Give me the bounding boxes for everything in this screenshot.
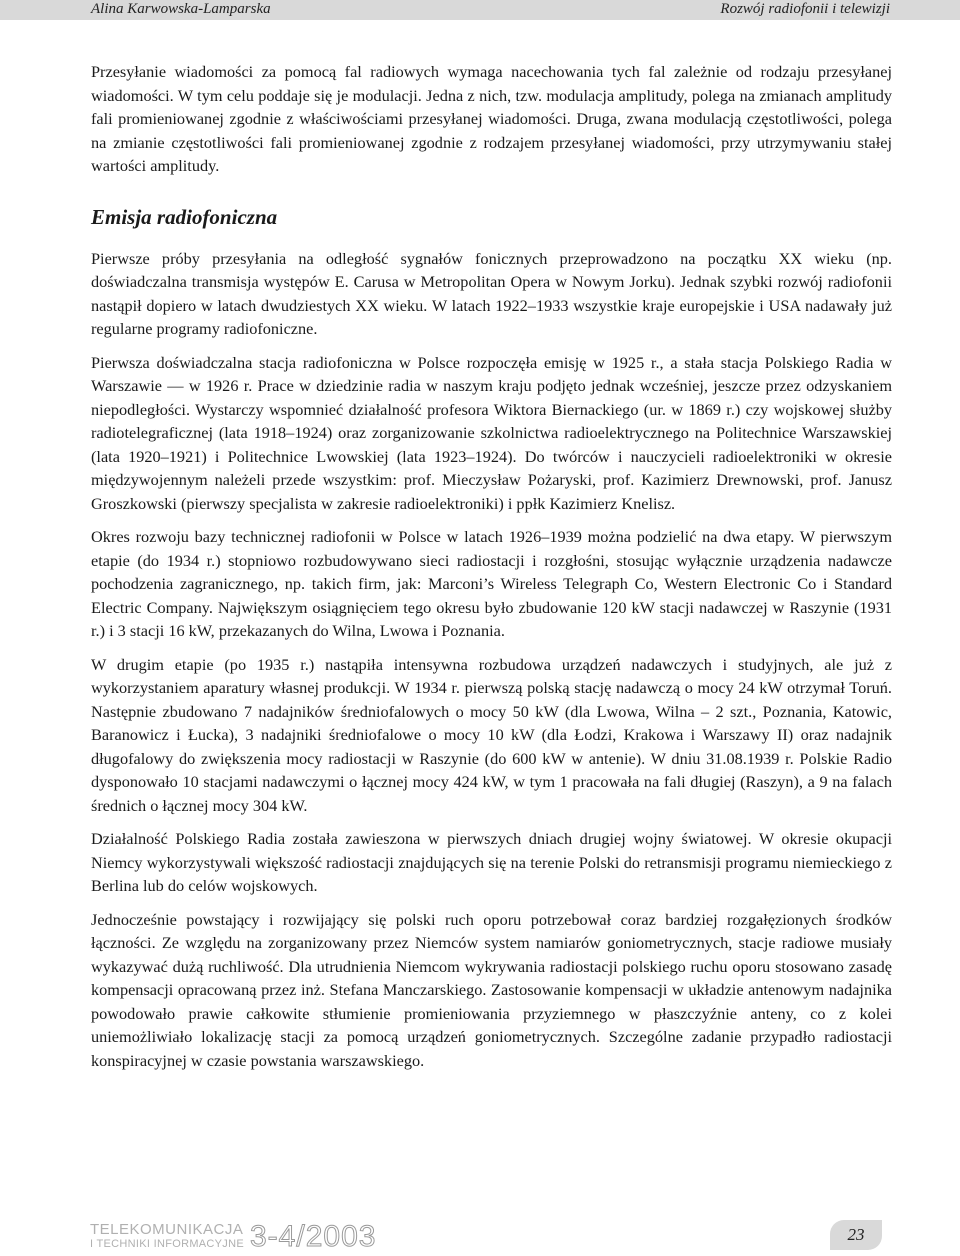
header-title: Rozwój radiofonii i telewizji: [720, 1, 890, 17]
paragraph-poland-first-station: Pierwsza doświadczalna stacja radiofoniczna w Polsce rozpoczęła emisję w 1925 r., a stała stacja Polskiego Radia w Warszawie — w 1926 r. Prace w dziedzinie radia w naszym kraju podjęto jednak wcześniej, jeszcze przez odzyskaniem niepodległości. Wystarczy wspomnieć działalność profesora Wiktora Biernackiego (ur. w 1869 r.) czy wojskowej służby radiotelegraficznej (lata 1918–1924) oraz zorganizowanie szkolnictwa radioelektrycznego na Politechnice Warszawskiej (lata 1920–1921) i Politechnice Lwowskiej (lata 1923–1924). Do twórców i nauczycieli radioelektroniki w okresie międzywojennym należeli przede wszystkim: prof. Mieczysław Pożaryski, prof. Kazimierz Drewnowski, prof. Janusz Groszkowski (pierwszy specjalista w zakresie radioelektroniki) i ppłk Kazimierz Knelisz.: [91, 352, 892, 513]
issue-number: 3-4/2003: [250, 1220, 377, 1253]
section-heading: Emisja radiofoniczna: [91, 204, 278, 229]
journal-logo: [90, 1222, 390, 1252]
paragraph-modulation: Przesyłanie wiadomości za pomocą fal radiowych wymaga nacechowania tych fal zależnie od rodzaju przesyłanej wiadomości. W tym celu poddaje się je modulacji. Jedna z nich, tzw. modulacja amplitudy, polega na zmianach amplitudy fali promieniowanej zgodnie z właściwościami przesyłanej wiadomości. Druga, zwana modulacją częstotliwości, polega na zmianie częstotliwości fali promieniowanej zgodnie z rodzajem przesyłanej wiadomości, przy utrzymywaniu stałej wartości amplitudy.: [91, 62, 892, 175]
paragraph-development-periods: Okres rozwoju bazy technicznej radiofonii w Polsce w latach 1926–1939 można podzielić na dwa etapy. W pierwszym etapie (do 1934 r.) stopniowo rozbudowywano sieci radiostacji i rozgłośni, stosując wyłącznie urządzenia nadawcze pochodzenia zagranicznego, np. takich firm, jak: Marconi’s Wireless Telegraph Co, Western Electronic Co i Standard Electric Company. Największym osiągnięciem tego okresu było zbudowanie 120 kW stacji nadawczej w Raszynie (1931 r.) i 3 stacji 16 kW, przekazanych do Wilna, Lwowa i Poznania.: [91, 527, 892, 640]
page-number: 23: [830, 1220, 882, 1250]
paragraph-first-trials: Pierwsze próby przesyłania na odległość sygnałów fonicznych przeprowadzono na początku XX wieku (np. doświadczalna transmisja występów E. Carusa w Metropolitan Opera w Nowym Jorku). Jednak szybki rozwój radiofonii nastąpił dopiero w latach dwudziestych XX wieku. W latach 1922–1933 wszystkie kraje europejskie i USA nadawały już regularne programy radiofoniczne.: [91, 248, 892, 338]
paragraph-war-suspension: Działalność Polskiego Radia została zawieszona w pierwszych dniach drugiej wojny światowej. W okresie okupacji Niemcy wykorzystywali większość radiostacji znajdujących się na terenie Polski do retransmisji programu niemieckiego z Berlina lub do celów wojskowych.: [91, 829, 892, 895]
paragraph-second-stage: W drugim etapie (po 1935 r.) nastąpiła intensywna rozbudowa urządzeń nadawczych i studyjnych, ale już z wykorzystaniem aparatury własnej produkcji. W 1934 r. pierwszą polską stację nadawczą o mocy 24 kW otrzymał Toruń. Następnie zbudowano 7 nadajników średniofalowych o mocy 50 kW (dla Lwowa, Wilna – 2 szt., Poznania, Katowic, Baranowicz i Łucka), 3 nadajniki średniofalowe o mocy 10 kW (dla Łodzi, Krakowa i Warszawy II) oraz nadajnik długofalowy do zwiększenia mocy radiostacji w Raszynie (do 600 kW w antenie). W dniu 31.08.1939 r. Polskie Radio dysponowało 10 stacjami nadawczymi o łącznej mocy 424 kW, w tym 1 pracowała na fali długiej (Raszyn), a 9 na falach średnich o łącznej mocy 304 kW.: [91, 654, 892, 815]
header-author: Alina Karwowska-Lamparska: [91, 1, 271, 17]
logo-line2: I TECHNIKI INFORMACYJNE: [90, 1238, 244, 1250]
logo-line1: TELEKOMUNIKACJA: [90, 1221, 244, 1238]
article-body: [91, 60, 892, 1082]
paragraph-resistance: Jednocześnie powstający i rozwijający się polski ruch oporu potrzebował coraz bardziej rozgałęzionych środków łączności. Ze względu na zorganizowany przez Niemców system namiarów goniometrycznych, stacje radiowe musiały wykazywać dużą ruchliwość. Dla utrudnienia Niemcom wykrywania radiostacji polskiego ruchu oporu stosowano zasadę kompensacji opracowaną przez inż. Stefana Manczarskiego. Zastosowanie kompensacji w układzie antenowym nadajnika powodowało prawie całkowite stłumienie promieniowania przyziemnego w płaszczyźnie anteny, co z kolei uniemożliwiało lokalizację stacji za pomocą urządzeń goniometrycznych. Szczególne zadanie przypadło radiostacji konspiracyjnej w czasie powstania warszawskiego.: [91, 909, 892, 1070]
running-header: [0, 0, 960, 20]
